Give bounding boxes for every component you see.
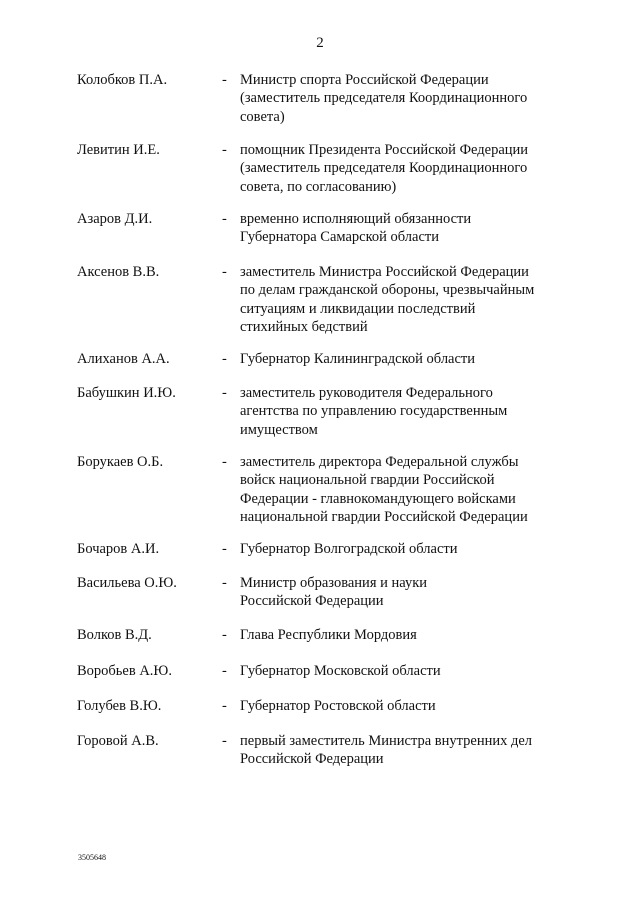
- position-line: (заместитель председателя Координационного: [240, 160, 528, 177]
- member-position: [240, 384, 580, 439]
- position-line: стихийных бедствий: [240, 319, 368, 336]
- position-line: имуществом: [240, 421, 318, 438]
- position-line: по делам гражданской обороны, чрезвычайным: [240, 282, 535, 299]
- member-position: [240, 263, 580, 337]
- position-line: Российской Федерации: [240, 593, 384, 610]
- position-line: заместитель директора Федеральной службы: [240, 454, 519, 470]
- dash-separator: -: [222, 385, 227, 401]
- position-line: Губернатор Волгоградской области: [240, 541, 458, 557]
- member-name: Бабушкин И.Ю.: [77, 385, 176, 401]
- document-code: 3505648: [78, 853, 106, 862]
- position-line: Федерации - главнокомандующего войсками: [240, 490, 516, 507]
- member-name: Воробьев А.Ю.: [77, 663, 172, 679]
- position-line: Губернатор Московской области: [240, 663, 441, 679]
- member-name: Бочаров А.И.: [77, 541, 160, 557]
- member-position: [240, 210, 580, 247]
- member-position: [240, 697, 580, 715]
- position-line: первый заместитель Министра внутренних дел: [240, 733, 533, 749]
- position-line: совета): [240, 108, 285, 125]
- dash-separator: -: [222, 211, 227, 227]
- member-position: [240, 141, 580, 196]
- member-position: [240, 574, 580, 611]
- member-name: Аксенов В.В.: [77, 264, 160, 280]
- position-line: совета, по согласованию): [240, 178, 397, 195]
- position-line: Губернатора Самарской области: [240, 229, 440, 246]
- position-line: Губернатор Ростовской области: [240, 698, 436, 714]
- dash-separator: -: [222, 351, 227, 367]
- position-line: Глава Республики Мордовия: [240, 627, 417, 643]
- member-position: [240, 626, 580, 644]
- member-name: Васильева О.Ю.: [77, 575, 177, 591]
- dash-separator: -: [222, 733, 227, 749]
- dash-separator: -: [222, 454, 227, 470]
- position-line: Министр образования и науки: [240, 575, 428, 591]
- dash-separator: -: [222, 142, 227, 158]
- member-position: [240, 350, 580, 368]
- dash-separator: -: [222, 663, 227, 679]
- member-name: Горовой А.В.: [77, 733, 159, 749]
- member-position: [240, 540, 580, 558]
- member-name: Колобков П.А.: [77, 72, 168, 88]
- member-position: [240, 71, 580, 126]
- member-name: Голубев В.Ю.: [77, 698, 162, 714]
- dash-separator: -: [222, 72, 227, 88]
- member-position: [240, 662, 580, 680]
- member-name: Алиханов А.А.: [77, 351, 170, 367]
- dash-separator: -: [222, 541, 227, 557]
- position-line: помощник Президента Российской Федерации: [240, 142, 529, 158]
- dash-separator: -: [222, 575, 227, 591]
- position-line: Российской Федерации: [240, 751, 384, 768]
- member-name: Волков В.Д.: [77, 627, 152, 643]
- member-position: [240, 732, 580, 769]
- member-name: Левитин И.Е.: [77, 142, 160, 158]
- dash-separator: -: [222, 627, 227, 643]
- position-line: Губернатор Калининградской области: [240, 351, 476, 367]
- member-position: [240, 453, 580, 527]
- position-line: заместитель Министра Российской Федерации: [240, 264, 529, 280]
- page-number: 2: [316, 35, 324, 51]
- dash-separator: -: [222, 264, 227, 280]
- position-line: агентства по управлению государственным: [240, 403, 508, 420]
- position-line: временно исполняющий обязанности: [240, 211, 472, 227]
- position-line: национальной гвардии Российской Федерации: [240, 509, 528, 526]
- member-name: Азаров Д.И.: [77, 211, 153, 227]
- position-line: (заместитель председателя Координационного: [240, 90, 528, 107]
- position-line: войск национальной гвардии Российской: [240, 472, 495, 489]
- position-line: ситуациям и ликвидации последствий: [240, 300, 476, 317]
- position-line: заместитель руководителя Федерального: [240, 385, 493, 401]
- member-name: Борукаев О.Б.: [77, 454, 164, 470]
- dash-separator: -: [222, 698, 227, 714]
- position-line: Министр спорта Российской Федерации: [240, 72, 489, 88]
